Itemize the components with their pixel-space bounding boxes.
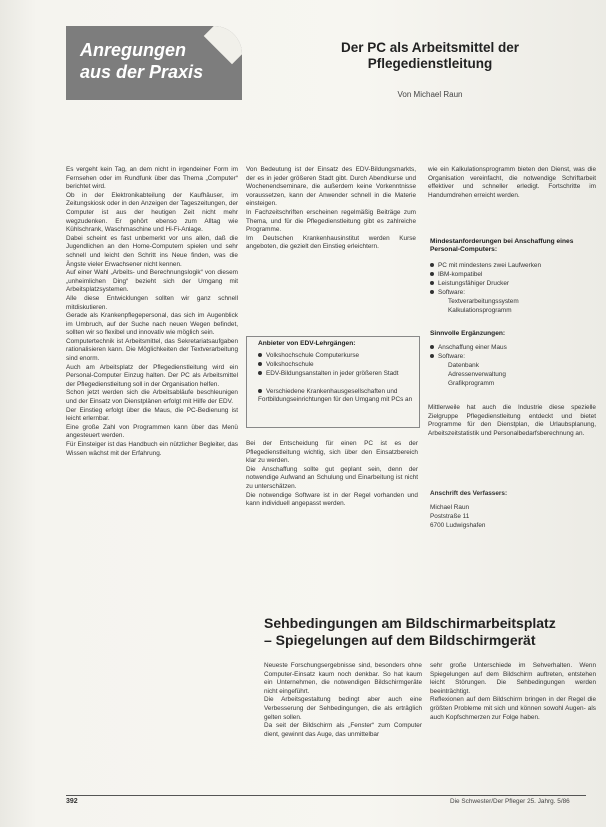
paragraph: Gerade als Krankenpflegepersonal, das sich im Augenblick im Umbruch, auf der Suche nach neuen Wegen befindet, sollten wir so flexibel und innovativ wie möglich sein.: [66, 312, 238, 337]
paragraph: Mittlerweile hat auch die Industrie diese spezielle Zielgruppe Pflegedienstleitung entdeckt und bietet Programme für den Dienstplan, die Urlaubsplanung, Arbeitszeitstatistik und Personalbedarfsberechnung an.: [428, 404, 596, 437]
bullet-icon: [258, 389, 262, 393]
paragraph: Es vergeht kein Tag, an dem nicht in irgendeiner Form im Fernsehen oder im Rundfunk über das Thema „Computer“ berichtet wird.: [66, 166, 238, 191]
paragraph: Da seit der Bildschirm als „Fenster“ zum Computer dient, gewinnt das Auge, das unmittelbar: [264, 722, 422, 738]
banner-corner: [204, 26, 242, 64]
box-list-item: EDV-Bildungsanstalten in jeder größeren Stadt: [258, 370, 414, 378]
journal-reference: Die Schwester/Der Pfleger 25. Jahrg. 5/86: [450, 798, 570, 805]
paragraph: In Fachzeitschriften erscheinen regelmäßig Beiträge zum Thema, und für die Pflegedienstleitung gibt es zahlreiche Programme.: [246, 208, 416, 234]
requirements-item: Software:: [430, 289, 596, 297]
extras-title: Sinnvolle Ergänzungen:: [430, 330, 506, 337]
paragraph: Neueste Forschungsergebnisse sind, besonders ohne Computer-Einsatz kaum noch denkbar. So hat kaum ein Unternehmen, die notwendigen Bildschirmgeräte nicht eingeführt.: [264, 662, 422, 695]
extras-item: Software:: [430, 353, 596, 361]
address-label: Anschrift des Verfassers:: [430, 490, 508, 497]
paragraph: Die Arbeitsgestaltung bedingt aber auch eine Verbesserung der Sehbedingungen, die als erträglich gelten sollen.: [264, 696, 422, 721]
paragraph: wie ein Kalkulationsprogramm bieten den Dienst, was die Organisation vereinfacht, die notwendige Schriftarbeit effektiver und schneller erledigt. Fortschritte im Handumdrehen erreicht werden.: [428, 166, 596, 199]
paragraph: Auf einer Wahl „Arbeits- und Berechnungslogik“ von diesem „unheimlichen Ding“ bezieht sich der Umgang mit Arbeitsplatzsystemen.: [66, 269, 238, 294]
column-2-bottom: [246, 440, 418, 560]
section-title-line-2: – Spiegelungen auf dem Bildschirmgerät: [264, 632, 536, 648]
bullet-icon: [430, 281, 434, 285]
info-box-course-providers: [246, 336, 420, 428]
bullet-icon: [258, 362, 262, 366]
paragraph: Dabei scheint es fast unbemerkt vor uns allen, daß die Jugendlichen an den Home-Computern spielen und sehr schnell und leicht den Schritt ins Neue finden, was die Ängste vieler Erwachsener nicht kennen.: [66, 234, 238, 268]
extras-subitem: Adressenverwaltung: [448, 371, 506, 378]
bullet-icon: [430, 263, 434, 267]
column-1: [66, 166, 238, 792]
banner-line-1: Anregungen: [80, 40, 186, 60]
column-3-middle: [428, 404, 596, 468]
bullet-icon: [258, 353, 262, 357]
box-list-item: Volkshochschule: [258, 361, 414, 369]
extras-subitem: Datenbank: [448, 362, 479, 369]
section-title-line-1: Sehbedingungen am Bildschirmarbeitsplatz: [264, 615, 556, 631]
column-4: [264, 662, 422, 792]
bullet-icon: [430, 290, 434, 294]
requirements-item: IBM-kompatibel: [430, 271, 596, 279]
paragraph: Im Deutschen Krankenhausinstitut werden Kurse angeboten, die gezielt den Einstieg erleichtern.: [246, 234, 416, 251]
banner-line-2: aus der Praxis: [80, 62, 204, 82]
requirements-title: Mindestanforderungen bei Anschaffung eines Personal-Computers:: [430, 238, 574, 254]
paragraph: Ob in der Elektronikabteilung der Kaufhäuser, im Zeitungskiosk oder in den Anzeigen der Tageszeitungen, der Computer ist aus der heutigen Zeit nicht mehr wegzudenken. Er gehört ebenso zum Alltag wie Kühlschrank, Waschmaschine und Hi-Fi-Anlage.: [66, 191, 238, 234]
paragraph: Der Einstieg erfolgt über die Maus, die PC-Bedienung ist leicht erlernbar.: [66, 406, 238, 423]
extras-subitem: Grafikprogramm: [448, 380, 495, 387]
paragraph: Reflexionen auf dem Bildschirm bringen in der Regel die größten Probleme mit sich und können sowohl Augen- als auch Kopfschmerzen zur Folge haben.: [430, 696, 596, 721]
paragraph: Für Einsteiger ist das Handbuch ein nützlicher Begleiter, das Wissen wächst mit der Erfahrung.: [66, 441, 238, 457]
paragraph: Von Bedeutung ist der Einsatz des EDV-Bildungsmarkts, der es in jeder größeren Stadt gibt. Durch Abendkurse und Wochenendseminare, die außerdem keine Vorkenntnisse voraussetzen, kann der Anwender schnell in die Materie einsteigen.: [246, 166, 416, 208]
column-2-top: [246, 166, 416, 324]
requirements-item: PC mit mindestens zwei Laufwerken: [430, 262, 596, 270]
box-list-item: Verschiedene Krankenhausgesellschaften und Fortbildungseinrichtungen für den Umgang mit PCs an: [258, 388, 413, 404]
extras-item: Anschaffung einer Maus: [430, 344, 596, 352]
section-banner: [66, 26, 242, 100]
column-5: [430, 662, 596, 792]
box-list-item: Volkshochschule Computerkurse: [258, 352, 414, 360]
address-name: Michael Raun: [430, 504, 470, 511]
paragraph: Auch am Arbeitsplatz der Pflegedienstleitung wird ein Personal-Computer Einzug halten. Der PC als Arbeitsmittel der Pflegedienstleitung soll in der Organisation helfen.: [66, 363, 238, 388]
bullet-icon: [430, 354, 434, 358]
box-title: Anbieter von EDV-Lehrgängen:: [258, 340, 356, 347]
paragraph: Computertechnik ist Arbeitsmittel, das Sekretariatsaufgaben rationalisieren kann. Die Möglichkeiten der Textverarbeitung sind enorm.: [66, 337, 238, 363]
article-title-line-2: Pflegedienstleitung: [367, 56, 493, 71]
requirements-subitem: Textverarbeitungssystem: [448, 298, 519, 305]
paragraph: Alle diese Entwicklungen sollten wir ganz schnell mitdiskutieren.: [66, 294, 238, 311]
address-street: Poststraße 11: [430, 513, 470, 520]
requirements-item: Leistungsfähiger Drucker: [430, 280, 596, 288]
bullet-icon: [258, 371, 262, 375]
paragraph: Die notwendige Software ist in der Regel vorhanden und kann individuell angepasst werden.: [246, 491, 418, 508]
bullet-icon: [430, 272, 434, 276]
article-author: Von Michael Raun: [397, 90, 463, 99]
paragraph: Schon jetzt werden sich die Arbeitsabläufe beschleunigen und der Einsatz von Dienstplänen erfolgt mit Hilfe der EDV.: [66, 389, 238, 406]
column-3-top: [428, 166, 596, 222]
page-number: 392: [66, 798, 78, 805]
paragraph: sehr große Unterschiede im Sehverhalten. Wenn Spiegelungen auf dem Bildschirm auftreten, entstehen leicht Störungen. Die Sehbedingungen werden beeinträchtigt.: [430, 662, 596, 695]
footer-rule: [66, 795, 586, 796]
article-title-line-1: Der PC als Arbeitsmittel der: [340, 40, 520, 55]
requirements-subitem: Kalkulationsprogramm: [448, 307, 512, 314]
paragraph: Bei der Entscheidung für einen PC ist es der Pflegedienstleitung wichtig, sich über den Einsatzbereich klar zu werden.: [246, 440, 418, 465]
address-city: 6700 Ludwigshafen: [430, 522, 486, 529]
paragraph: Die Anschaffung sollte gut geplant sein, denn der notwendige Aufwand an Schulung und Einarbeitung ist nicht zu unterschätzen.: [246, 465, 418, 490]
paragraph: Eine große Zahl von Programmen kann über das Menü angesteuert werden.: [66, 423, 238, 440]
bullet-icon: [430, 345, 434, 349]
